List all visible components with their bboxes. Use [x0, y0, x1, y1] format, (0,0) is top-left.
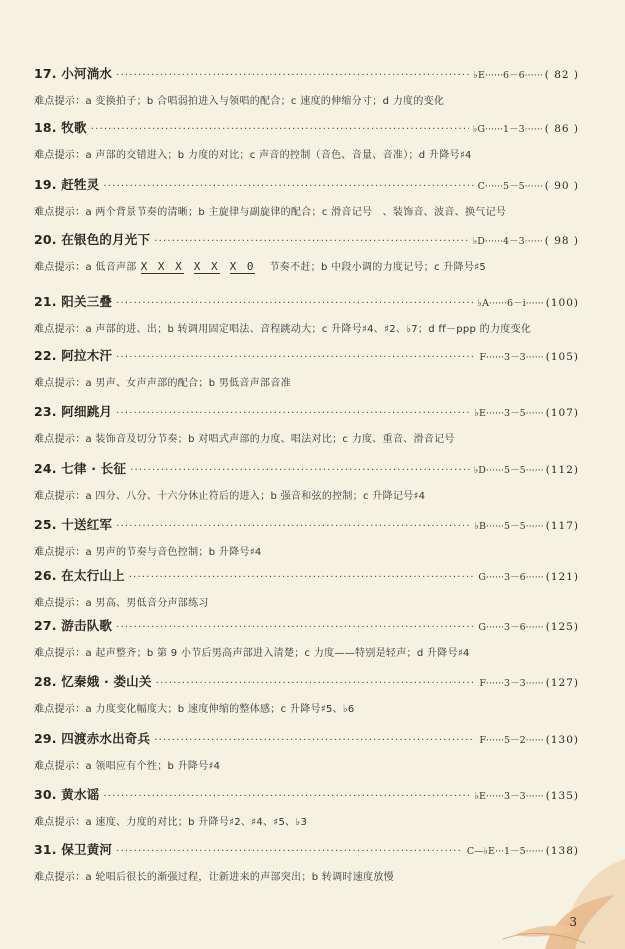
entry-title-line	[34, 346, 579, 364]
difficulty-tip	[34, 258, 579, 272]
leader-dots	[116, 352, 475, 363]
entry-title-line	[34, 292, 579, 310]
song-title: 28. 忆秦娥 · 娄山关	[34, 674, 152, 689]
difficulty-tip	[34, 430, 579, 444]
tip-text: a 力度变化幅度大；b 速度伸缩的整体感；c 升降号♯5、♭6	[85, 704, 355, 715]
tip-text: a 装饰音及切分节奏；b 对唱式声部的力度、唱法对比；c 力度、重音、滑音记号	[85, 434, 455, 445]
song-title: 27. 游击队歌	[34, 618, 113, 633]
page-number: (127)	[545, 677, 579, 689]
tip-label: 难点提示：	[34, 872, 86, 883]
rhythm-group: X X	[193, 260, 220, 273]
key-range: F······3－3······	[479, 678, 544, 689]
page-number: (105)	[545, 351, 579, 363]
key-range: ♭A······6－i······	[477, 298, 544, 309]
difficulty-tip	[34, 644, 579, 658]
tip-text-a: a 低音声部	[85, 262, 137, 273]
entry-title-line	[34, 459, 579, 477]
difficulty-tip	[34, 146, 579, 160]
leader-dots	[91, 124, 469, 135]
tip-text: 节奏不赶；b 中段小调的力度记号；c 升降号♯5	[269, 262, 487, 273]
entry-title-line	[34, 515, 579, 533]
difficulty-tip	[34, 203, 579, 217]
tip-text: a 速度、力度的对比；b 升降号♯2、♯4、♯5、♭3	[85, 817, 308, 828]
page-number: ( 90 )	[544, 180, 579, 192]
tip-text: a 男声、女声声部的配合；b 男低音声部音准	[85, 378, 291, 389]
page-number: (130)	[545, 734, 579, 746]
toc-entry	[34, 402, 579, 444]
page-number: ( 98 )	[544, 235, 579, 247]
leader-dots	[156, 678, 476, 689]
tip-text: a 起声整齐；b 第 9 小节后男高声部进入清楚；c 力度——特别是轻声；d 升降号♯4	[85, 648, 470, 659]
tip-label: 难点提示：	[34, 324, 86, 335]
difficulty-tip	[34, 487, 579, 501]
tip-label: 难点提示：	[34, 262, 86, 273]
song-title: 22. 阿拉木汗	[34, 348, 113, 363]
rhythm-group: X X X	[140, 260, 184, 273]
entry-title-line	[34, 729, 579, 747]
key-range: ♭E······3－5······	[474, 408, 544, 419]
toc-entry	[34, 118, 579, 160]
song-title: 23. 阿细跳月	[34, 404, 113, 419]
leader-dots	[154, 735, 475, 746]
song-title: 21. 阳关三叠	[34, 294, 113, 309]
tip-label: 难点提示：	[34, 96, 86, 107]
toc-entry	[34, 566, 579, 608]
page-folio: 3	[569, 915, 577, 929]
leader-dots	[130, 465, 470, 476]
toc-entry	[34, 292, 579, 334]
leader-dots	[116, 70, 469, 81]
leaf-ornament	[475, 839, 625, 949]
toc-entry	[34, 459, 579, 501]
toc-entry	[34, 616, 579, 658]
tip-label: 难点提示：	[34, 378, 86, 389]
tip-label: 难点提示：	[34, 761, 86, 772]
difficulty-tip	[34, 92, 579, 106]
song-title: 19. 赶牲灵	[34, 177, 100, 192]
difficulty-tip	[34, 320, 579, 334]
toc-entry	[34, 346, 579, 388]
tip-text: a 四分、八分、十六分休止符后的进入；b 强音和弦的控制；c 升降记号♯4	[85, 491, 426, 502]
entry-title-line	[34, 64, 579, 82]
leader-dots	[116, 846, 463, 857]
entry-title-line	[34, 672, 579, 690]
page-number: (125)	[545, 621, 579, 633]
key-range: ♭D······5－5······	[473, 465, 544, 476]
toc-entry	[34, 785, 579, 827]
difficulty-tip	[34, 374, 579, 388]
difficulty-tip	[34, 813, 579, 827]
page-number: (138)	[545, 845, 579, 857]
song-title: 25. 十送红军	[34, 517, 113, 532]
rhythm-group: X 0	[229, 260, 256, 273]
tip-text: a 两个背景节奏的清晰；b 主旋律与副旋律的配合；c 滑音记号 、装饰音、波音、换气记号	[85, 207, 507, 218]
rhythm-notation	[141, 260, 266, 273]
key-range: C······5－5······	[477, 181, 543, 192]
tip-label: 难点提示：	[34, 648, 86, 659]
page-number: ( 86 )	[544, 123, 579, 135]
page-number: (135)	[545, 790, 579, 802]
leader-dots	[116, 298, 473, 309]
tip-label: 难点提示：	[34, 598, 86, 609]
key-range: F······3－3······	[479, 352, 544, 363]
leader-dots	[103, 181, 473, 192]
toc-entry	[34, 175, 579, 217]
page-number: (107)	[545, 407, 579, 419]
page-number: ( 82 )	[544, 69, 579, 81]
tip-label: 难点提示：	[34, 817, 86, 828]
key-range: ♭G······1－3······	[472, 124, 543, 135]
key-range: ♭E······6－6······	[473, 70, 543, 81]
leader-dots	[116, 408, 470, 419]
song-title: 30. 黄水谣	[34, 787, 100, 802]
page-number: (100)	[545, 297, 579, 309]
key-range: ♭B······5－5······	[474, 521, 544, 532]
entry-title-line	[34, 785, 579, 803]
tip-text: a 变换拍子；b 合唱弱拍进入与领唱的配合；c 速度的伸缩分寸；d 力度的变化	[85, 96, 445, 107]
entry-title-line	[34, 118, 579, 136]
page-number: (112)	[545, 464, 579, 476]
tip-text: a 声部的交错进入；b 力度的对比；c 声音的控制（音色、音量、音准）；d 升降号♯4	[85, 150, 472, 161]
song-title: 24. 七律 · 长征	[34, 461, 127, 476]
difficulty-tip	[34, 594, 579, 608]
key-range: G······3－6······	[478, 622, 544, 633]
difficulty-tip	[34, 543, 579, 557]
entry-title-line	[34, 175, 579, 193]
leader-dots	[154, 236, 469, 247]
key-range: C—♭E···1－5······	[466, 846, 544, 857]
tip-label: 难点提示：	[34, 207, 86, 218]
leader-dots	[103, 791, 470, 802]
toc-entry	[34, 515, 579, 557]
difficulty-tip	[34, 757, 579, 771]
tip-text: a 轮唱后很长的渐强过程，让新进来的声部突出；b 转调时速度放慢	[85, 872, 394, 883]
tip-label: 难点提示：	[34, 704, 86, 715]
toc-entry	[34, 729, 579, 771]
entry-title-line	[34, 230, 579, 248]
leader-dots	[129, 572, 475, 583]
entry-title-line	[34, 616, 579, 634]
toc-entry	[34, 230, 579, 272]
toc-entry	[34, 64, 579, 106]
key-range: F······5－2······	[479, 735, 544, 746]
key-range: G······3－6······	[478, 572, 544, 583]
song-title: 18. 牧歌	[34, 120, 87, 135]
tip-text: a 声部的进、出；b 转调用固定唱法、音程跳动大；c 升降号♯4、♯2、♭7；d ff－ppp 的力度变化	[85, 324, 532, 335]
tip-text: a 男高、男低音分声部练习	[85, 598, 209, 609]
song-title: 17. 小河淌水	[34, 66, 113, 81]
tip-label: 难点提示：	[34, 491, 86, 502]
leader-dots	[116, 521, 470, 532]
song-title: 26. 在太行山上	[34, 568, 125, 583]
page-number: (121)	[545, 571, 579, 583]
page-number: (117)	[545, 520, 579, 532]
key-range: ♭E······3－3······	[474, 791, 544, 802]
tip-text: a 男声的节奏与音色控制；b 升降号♯4	[85, 547, 262, 558]
key-range: ♭D······4－3······	[472, 236, 543, 247]
song-title: 29. 四渡赤水出奇兵	[34, 731, 151, 746]
leader-dots	[116, 622, 474, 633]
difficulty-tip	[34, 700, 579, 714]
tip-text: a 领唱应有个性；b 升降号♯4	[85, 761, 221, 772]
entry-title-line	[34, 402, 579, 420]
tip-label: 难点提示：	[34, 434, 86, 445]
toc-entry	[34, 672, 579, 714]
tip-label: 难点提示：	[34, 547, 86, 558]
song-title: 20. 在银色的月光下	[34, 232, 151, 247]
entry-title-line	[34, 566, 579, 584]
tip-label: 难点提示：	[34, 150, 86, 161]
song-title: 31. 保卫黄河	[34, 842, 113, 857]
